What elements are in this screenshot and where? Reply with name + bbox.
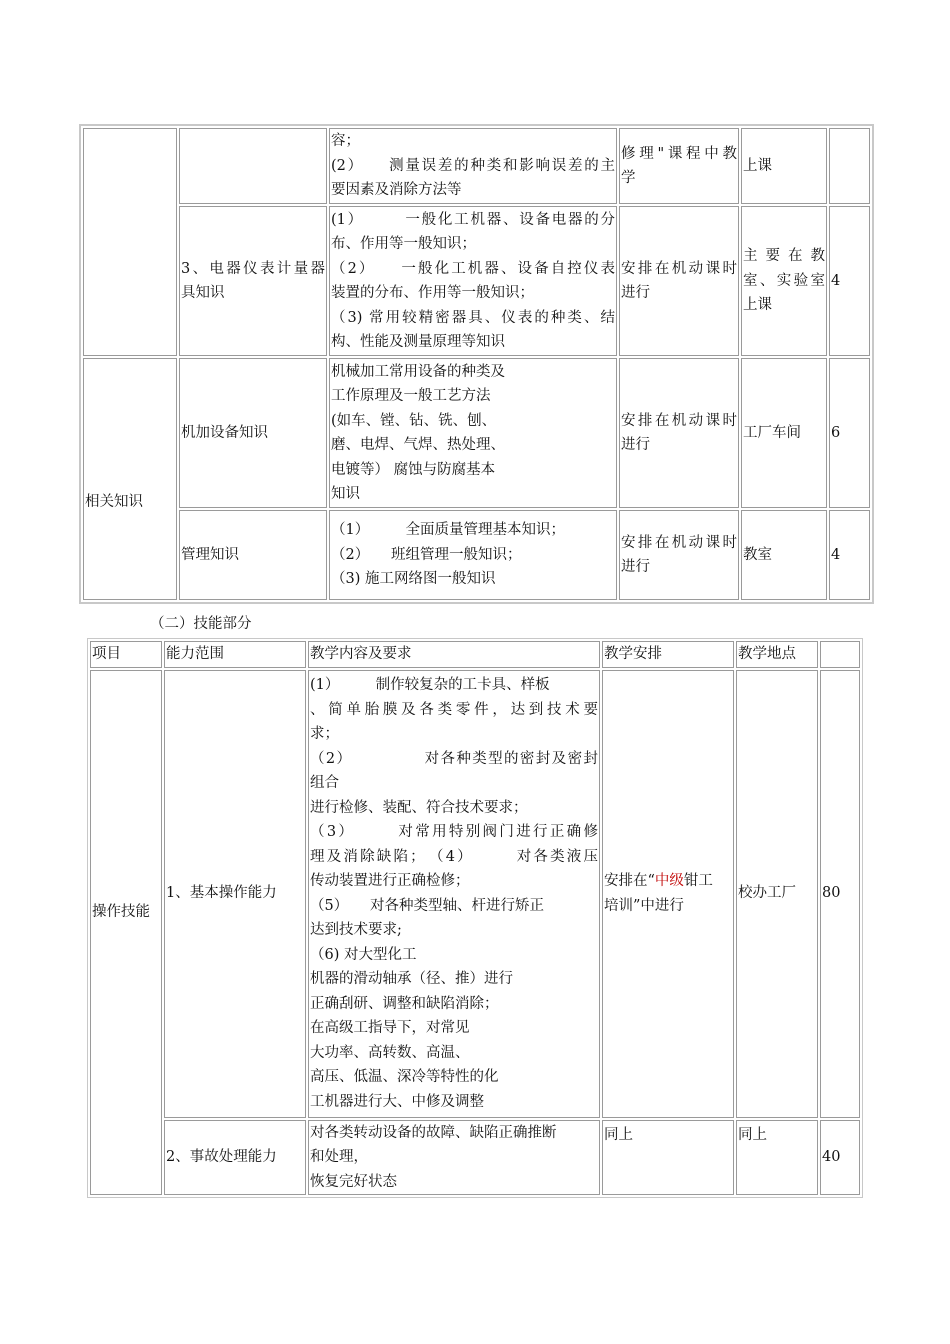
project-cell: 相关知识: [83, 358, 177, 600]
table-row: [83, 206, 870, 356]
location-cell: 教室: [741, 510, 827, 600]
header-project: 项目: [90, 641, 162, 668]
arrangement-cell: 安排在机动课时 进行: [619, 510, 739, 600]
skills-table-frame: [87, 638, 863, 1198]
content-cell: （1） 全面质量管理基本知识； （2） 班组管理一般知识； （3) 施工网络图一般知识: [329, 510, 617, 600]
header-arrangement: 教学安排: [602, 641, 734, 668]
content-cell: 容； (2） 测量误差的种类和影响误差的主 要因素及消除方法等: [329, 128, 617, 204]
hours-cell: 4: [829, 206, 870, 356]
range-cell: 3、电器仪表计量器 具知识: [179, 206, 327, 356]
section-subtitle: （二）技能部分: [150, 616, 252, 632]
arrangement-cell: 安排在机动课时 进行: [619, 206, 739, 356]
arrangement-cell: 安排在“中级钳工 培训”中进行: [602, 670, 734, 1118]
content-cell: 对各类转动设备的故障、缺陷正确推断 和处理， 恢复完好状态: [308, 1120, 600, 1196]
highlight-text: 中级: [654, 873, 684, 889]
range-cell: [179, 128, 327, 204]
location-cell: 主要在教 室、实验室 上课: [741, 206, 827, 356]
location-cell: 校办工厂: [736, 670, 818, 1118]
range-cell: 1、基本操作能力: [164, 670, 306, 1118]
header-hours: [820, 641, 860, 668]
knowledge-table-frame: [79, 124, 874, 604]
table-row: [90, 1120, 860, 1196]
content-cell: 机械加工常用设备的种类及 工作原理及一般工艺方法 (如车、镗、钻、铣、刨、 磨、电焊、气焊、热处理、 电镀等） 腐蚀与防腐基本 知识: [329, 358, 617, 508]
range-cell: 管理知识: [179, 510, 327, 600]
table-header-row: [90, 641, 860, 668]
hours-cell: 4: [829, 510, 870, 600]
knowledge-table: [81, 126, 872, 602]
project-cell: 操作技能: [90, 670, 162, 1196]
header-range: 能力范围: [164, 641, 306, 668]
location-cell: 上课: [741, 128, 827, 204]
hours-cell: 40: [820, 1120, 860, 1196]
header-location: 教学地点: [736, 641, 818, 668]
table-row: [90, 670, 860, 1118]
content-cell: (1） 一般化工机器、设备电器的分 布、作用等一般知识； （2） 一般化工机器、设备自控仪表 装置的分布、作用等一般知识； （3) 常用较精密器具、仪表的种类、结 构、性能及测量原理等知识: [329, 206, 617, 356]
arrangement-cell: 修理"课程中教 学: [619, 128, 739, 204]
arrangement-cell: 同上: [602, 1120, 734, 1196]
content-cell: (1） 制作较复杂的工卡具、样板 、简单胎膜及各类零件，达到技术要 求； （2） 对各种类型的密封及密封 组合 进行检修、装配、符合技术要求； （3） 对常用特别阀门进行正确修 理及消除缺陷； （4） 对各类液压 传动装置进行正确检修； （5） 对各种类型轴、杆进行矫正 达到技术要求; （6) 对大型化工 机器的滑动轴承（径、推）进行 正确刮研、调整和缺陷消除； 在高级工指导下，对常见 大功率、高转数、高温、 高压、低温、深冷等特性的化 工机器进行大、中修及调整: [308, 670, 600, 1118]
skills-table: [88, 639, 862, 1197]
table-row: [83, 510, 870, 600]
project-cell: [83, 128, 177, 356]
location-cell: 同上: [736, 1120, 818, 1196]
hours-cell: 80: [820, 670, 860, 1118]
table-row: [83, 128, 870, 204]
hours-cell: [829, 128, 870, 204]
range-cell: 机加设备知识: [179, 358, 327, 508]
location-cell: 工厂车间: [741, 358, 827, 508]
arrangement-cell: 安排在机动课时 进行: [619, 358, 739, 508]
range-cell: 2、事故处理能力: [164, 1120, 306, 1196]
header-content: 教学内容及要求: [308, 641, 600, 668]
hours-cell: 6: [829, 358, 870, 508]
table-row: [83, 358, 870, 508]
